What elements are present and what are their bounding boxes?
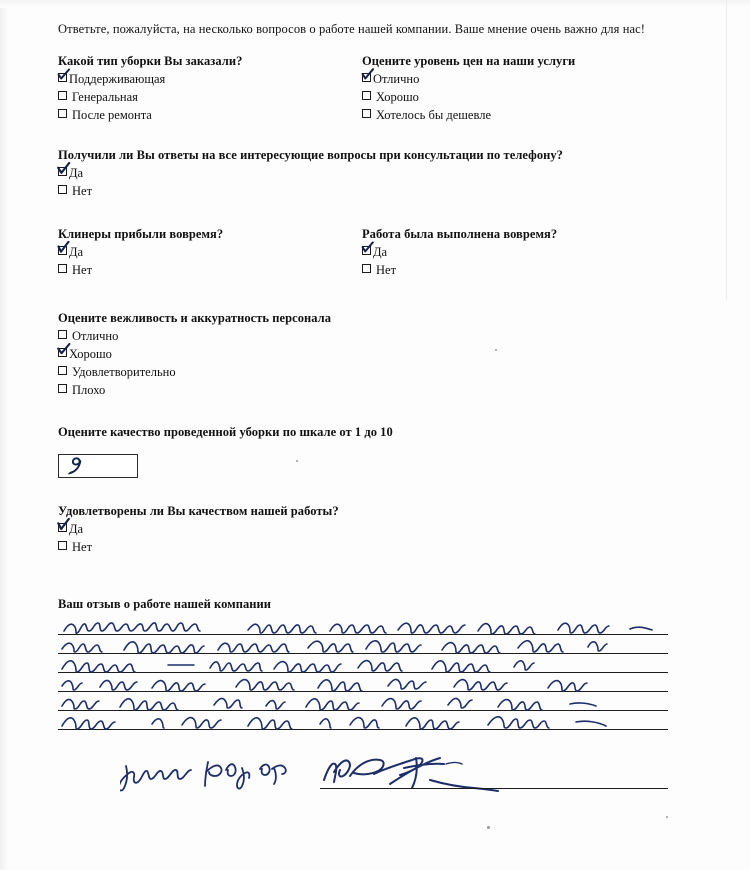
option-list [58,71,362,124]
signature-area [58,756,668,804]
handwriting-stroke [58,710,668,732]
checkbox-icon[interactable] [58,348,67,357]
checkbox-icon[interactable] [362,246,371,255]
feedback-textarea[interactable] [58,616,668,730]
rating-input-wrap [58,454,678,478]
question-title: Ваш отзыв о работе нашей компании [58,596,272,611]
feedback-line[interactable] [58,616,668,635]
option-otlichno[interactable] [58,328,678,346]
option-label: Нет [72,184,93,199]
option-net[interactable] [58,539,678,557]
option-generalnaya[interactable] [58,89,362,107]
question-title: Получили ли Вы ответы на все интересующие вопросы при консультации по телефону? [58,148,563,163]
option-khorosho[interactable] [58,346,678,364]
checkbox-icon[interactable] [58,366,67,375]
question-phone-consultation [58,148,678,201]
checkbox-icon[interactable] [362,91,371,100]
question-feedback [58,597,678,730]
handwritten-name [120,756,320,792]
question-title: Оцените вежливость и аккуратность персонала [58,311,332,326]
feedback-line[interactable] [58,654,668,673]
question-price-level [362,54,678,124]
question-title: Работа была выполнена вовремя? [362,226,558,241]
question-cleaners-on-time [58,227,362,280]
question-title: Удовлетворены ли Вы качеством нашей работы? [58,504,339,519]
option-label: Поддерживающая [69,72,166,87]
option-label: Хотелось бы дешевле [376,107,491,122]
option-otlichno[interactable] [362,71,678,89]
checkbox-icon[interactable] [58,523,67,532]
scan-edge-top [0,0,750,8]
checkbox-icon[interactable] [58,185,67,194]
option-label: Хорошо [376,89,419,104]
question-satisfied [58,504,678,557]
option-net[interactable] [362,262,678,280]
option-list [58,328,678,399]
checkbox-icon[interactable] [58,541,67,550]
question-quality-scale [58,425,678,478]
option-list [58,521,678,557]
option-list [58,244,362,280]
option-podderzhivayushchaya[interactable] [58,71,362,89]
checkbox-icon[interactable] [58,264,67,273]
option-label: Плохо [72,382,106,397]
question-work-on-time [362,227,678,280]
option-label: Удовлетворительно [72,364,176,379]
checkbox-icon[interactable] [58,167,67,176]
option-label: Отлично [72,329,119,344]
option-label: Нет [72,262,93,277]
question-staff-politeness [58,311,678,399]
question-title: Оцените качество проведенной уборки по шкале от 1 до 10 [58,425,393,440]
signature-line [320,788,668,789]
question-row-type-and-price [58,54,678,124]
option-net[interactable] [58,183,678,201]
checkbox-icon[interactable] [58,73,67,82]
scan-speck [666,816,668,818]
option-list [58,165,678,201]
feedback-line[interactable] [58,635,668,654]
option-label: Да [69,522,84,537]
option-da[interactable] [58,521,678,539]
checkbox-icon[interactable] [58,109,67,118]
feedback-line[interactable] [58,711,668,730]
rating-input[interactable] [58,454,138,478]
option-label: Да [69,244,84,259]
option-khotelos-by-deshevle[interactable] [362,107,678,125]
feedback-line[interactable] [58,673,668,692]
option-da[interactable] [362,244,678,262]
scan-artifact-line [726,0,727,300]
option-plokho[interactable] [58,382,678,400]
question-row-timing [58,227,678,280]
option-label: Отлично [373,72,420,87]
checkbox-icon[interactable] [58,91,67,100]
option-net[interactable] [58,262,362,280]
intro-text: Ответьте, пожалуйста, на несколько вопросов о работе нашей компании. Ваше мнение очень важно для нас! [58,22,646,36]
question-cleaning-type [58,54,362,124]
handwritten-rating-value [65,456,95,476]
question-title: Оцените уровень цен на наши услуги [362,54,576,69]
option-list [362,71,678,124]
option-label: Хорошо [69,347,112,362]
survey-form [58,20,678,804]
checkbox-icon[interactable] [362,109,371,118]
option-label: Да [373,244,388,259]
option-label: После ремонта [72,107,152,122]
scan-edge-left [0,0,10,870]
option-label: Нет [376,262,397,277]
question-title: Клинеры прибыли вовремя? [58,226,224,241]
checkbox-icon[interactable] [58,330,67,339]
option-label: Нет [72,540,93,555]
option-label: Да [69,166,84,181]
option-udovletvoritelno[interactable] [58,364,678,382]
checkbox-icon[interactable] [58,246,67,255]
option-posle-remonta[interactable] [58,107,362,125]
checkbox-icon[interactable] [362,264,371,273]
option-khorosho[interactable] [362,89,678,107]
feedback-line[interactable] [58,692,668,711]
option-da[interactable] [58,165,678,183]
checkbox-icon[interactable] [362,73,371,82]
option-da[interactable] [58,244,362,262]
question-title: Какой тип уборки Вы заказали? [58,54,243,69]
option-list [362,244,678,280]
checkbox-icon[interactable] [58,384,67,393]
option-label: Генеральная [72,89,138,104]
scan-speck [487,826,490,829]
